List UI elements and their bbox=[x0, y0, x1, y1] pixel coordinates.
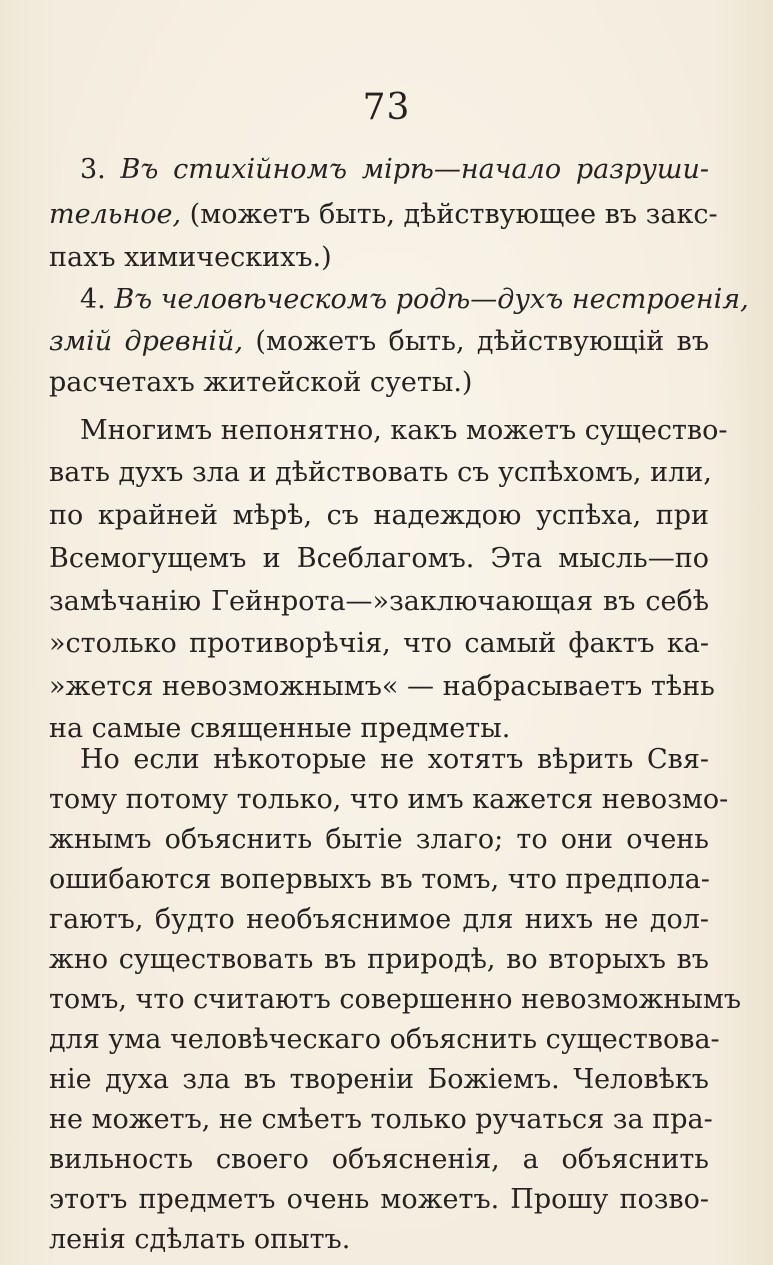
italic-phrase: Въ стихійномъ мірѣ—начало разруши- bbox=[120, 154, 709, 185]
text-line-4 bbox=[80, 280, 749, 320]
text-line-11: замѣчанію Гейнрота—»заключающая въ себѣ bbox=[49, 586, 709, 617]
page-number: 73 bbox=[362, 87, 411, 128]
text-line-25: вильность своего объясненія, а объяснить bbox=[49, 1144, 709, 1175]
plain-phrase: (можетъ быть, дѣйствующее въ закс- bbox=[181, 199, 718, 230]
list-number-4: 4. bbox=[80, 284, 115, 315]
italic-phrase: змій древній, bbox=[49, 326, 244, 357]
text-line-1 bbox=[80, 150, 709, 190]
text-line-7: Многимъ непонятно, какъ можетъ существо- bbox=[80, 415, 728, 446]
text-line-17: жнымъ объяснить бытіе злаго; то они очень bbox=[49, 824, 709, 855]
text-line-20: жно существовать въ природѣ, во вторыхъ въ bbox=[49, 944, 709, 975]
text-line-15: Но если нѣкоторые не хотятъ вѣрить Свя- bbox=[80, 744, 709, 775]
plain-phrase: (можетъ быть, дѣйствующій въ bbox=[243, 326, 709, 357]
italic-phrase: Въ человѣческомъ родѣ—духъ нестроенія, bbox=[114, 284, 749, 315]
text-line-2 bbox=[49, 195, 718, 235]
text-line-9: по крайней мѣрѣ, съ надеждою успѣха, при bbox=[49, 500, 709, 531]
text-line-21: томъ, что считаютъ совершенно невозможнымъ bbox=[49, 984, 742, 1015]
text-line-5 bbox=[49, 322, 709, 362]
list-number-3: 3. bbox=[80, 154, 121, 185]
text-line-14: на самые священные предметы. bbox=[49, 713, 511, 744]
text-line-26: этотъ предметъ очень можетъ. Прошу позво- bbox=[49, 1184, 709, 1215]
text-line-18: ошибаются вопервыхъ въ томъ, что предпола- bbox=[49, 864, 710, 895]
text-line-22: для ума человѣческаго объяснить существова- bbox=[49, 1024, 720, 1055]
text-line-8: вать духъ зла и дѣйствовать съ успѣхомъ, или, bbox=[49, 457, 712, 488]
text-line-16: тому потому только, что имъ кажется невозмо- bbox=[49, 784, 729, 815]
italic-phrase: тельное, bbox=[49, 199, 182, 230]
text-line-3: пахъ химическихъ.) bbox=[49, 242, 332, 273]
text-line-13: »жется невозможнымъ« — набрасываетъ тѣнь bbox=[49, 671, 715, 702]
text-line-12: »столько противорѣчія, что самый фактъ ка- bbox=[49, 628, 709, 659]
text-line-10: Всемогущемъ и Всеблагомъ. Эта мысль—по bbox=[49, 543, 709, 574]
text-line-24: не можетъ, не смѣетъ только ручаться за пра- bbox=[49, 1104, 713, 1135]
text-line-6: расчетахъ житейской суеты.) bbox=[49, 367, 473, 398]
text-line-23: ніе духа зла въ твореніи Божіемъ. Человѣкъ bbox=[49, 1064, 709, 1095]
text-line-19: гаютъ, будто необъяснимое для нихъ не дол- bbox=[49, 904, 709, 935]
text-line-27: ленія сдѣлать опытъ. bbox=[49, 1224, 351, 1255]
